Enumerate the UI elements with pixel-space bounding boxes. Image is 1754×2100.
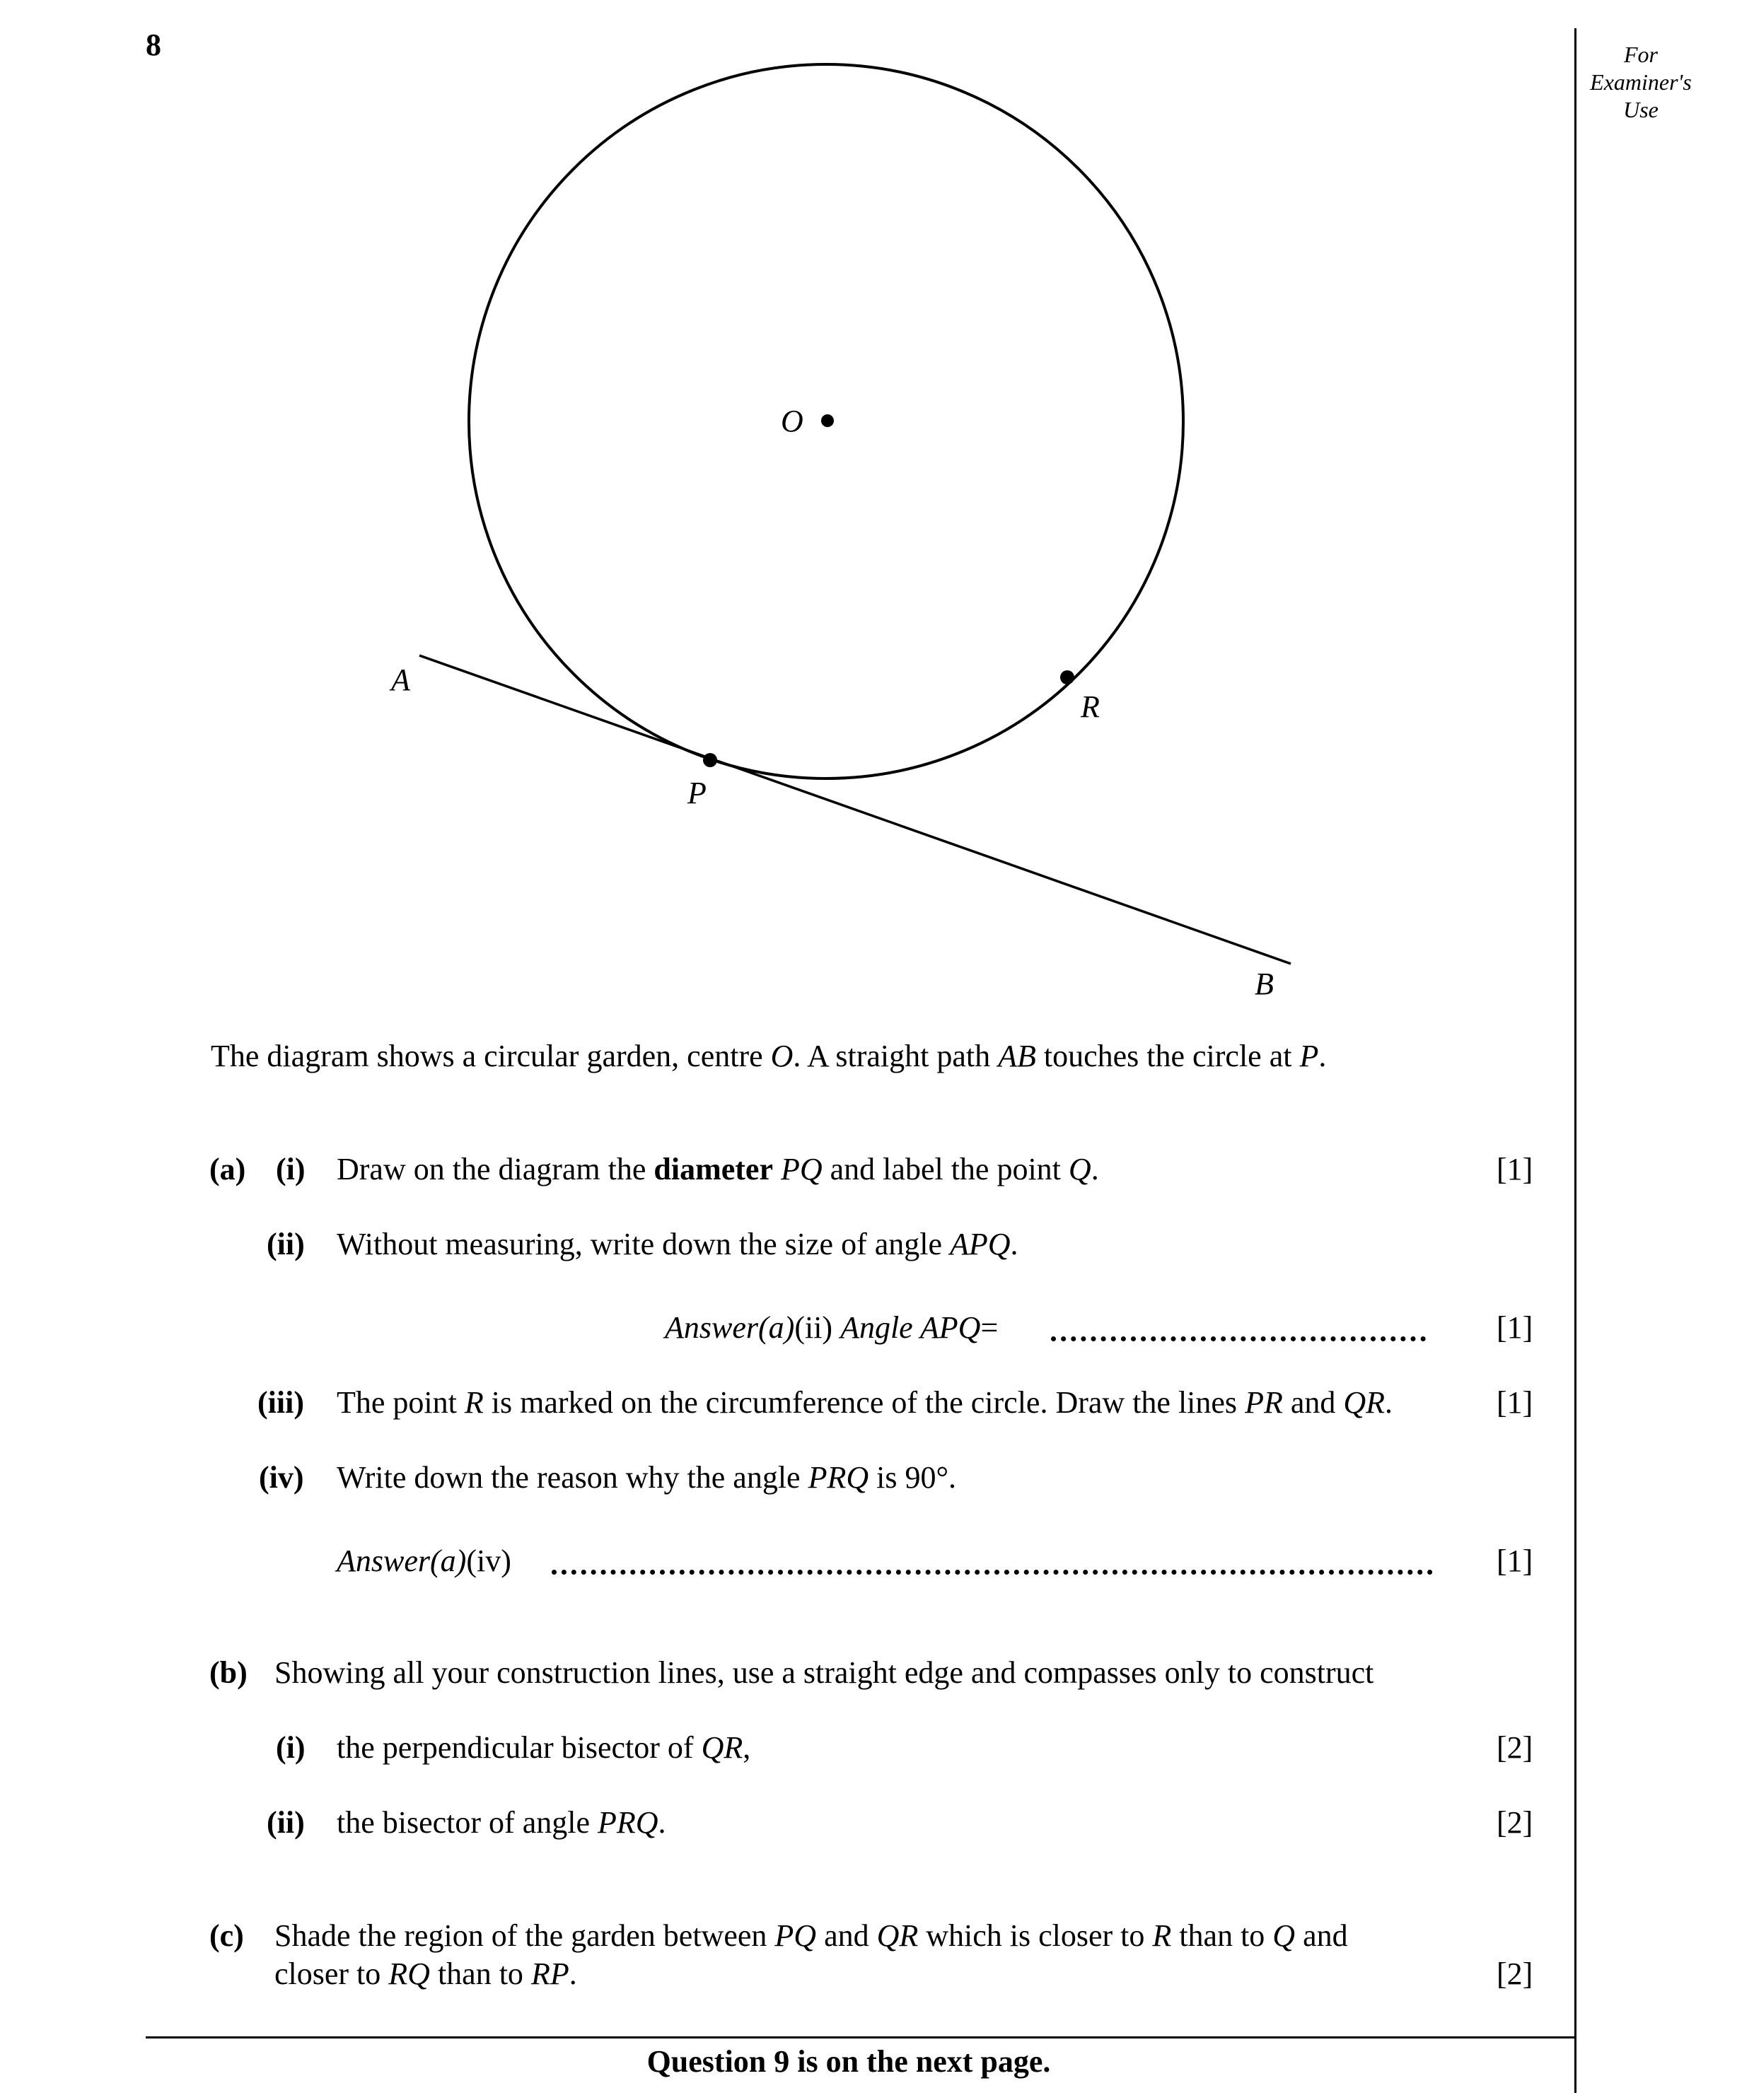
text-run: and [1295,1918,1348,1953]
text-run: P [1299,1039,1319,1073]
part-a-i-marks: [1] [1497,1152,1533,1186]
part-a-i-label: (i) [276,1152,306,1186]
text-run: . [1010,1227,1018,1261]
text-run: . [1385,1385,1393,1420]
text-run: touches the circle at [1035,1039,1300,1073]
part-c-text-line1 [274,1920,1348,1952]
text-run: PQ [774,1918,817,1953]
part-a-ii-marks: [1] [1497,1310,1533,1345]
part-a-iv-label: (iv) [259,1460,304,1495]
examiner-label-line: For [1624,42,1658,67]
tangent-path-ab [419,655,1291,964]
text-run: QR [1343,1385,1386,1420]
text-run [773,1152,781,1186]
label-b: B [1255,967,1274,1001]
text-run: is 90°. [869,1460,957,1495]
text-run: PRQ [808,1460,869,1495]
part-a-iii-label: (iii) [257,1385,304,1420]
part-a-i-text [337,1154,1099,1185]
text-run: , [743,1730,751,1765]
text-run: . A straight path [793,1039,999,1073]
text-run: Draw on the diagram the [337,1152,654,1186]
text-run: the perpendicular bisector of [337,1730,702,1765]
label-a: A [391,663,410,697]
part-b-intro: Showing all your construction lines, use a straight edge and compasses only to construct [274,1655,1374,1690]
answer-a-ii-label [665,1312,998,1343]
text-run: which is closer to [918,1918,1153,1953]
text-run: Q [1068,1152,1091,1186]
text-run: diameter [654,1152,773,1186]
part-b-i-label: (i) [276,1730,306,1765]
text-run: Without measuring, write down the size of angle [337,1227,951,1261]
text-run: The point [337,1385,465,1420]
text-run: Answer(a) [665,1310,795,1345]
part-b-ii-label: (ii) [267,1805,305,1840]
text-run: Answer(a) [337,1544,467,1578]
text-run: PR [1245,1385,1283,1420]
text-run: = [980,1310,999,1345]
part-c-text-line2 [274,1956,577,1991]
text-run: than to [1171,1918,1273,1953]
text-run: AB [998,1039,1036,1073]
text-run: R [464,1385,484,1420]
text-run: . [658,1805,666,1840]
text-run: PRQ [597,1805,658,1840]
text-run: Write down the reason why the angle [337,1460,808,1495]
part-b-ii-text [337,1807,666,1838]
text-run: is marked on the circumference of the circle. Draw the lines [483,1385,1245,1420]
text-run: Angle APQ [840,1310,981,1345]
question-intro [211,1041,1326,1072]
answer-a-ii-line[interactable] [1051,1336,1426,1341]
answer-a-iv-line[interactable] [552,1570,1433,1575]
text-run: QR [876,1918,919,1953]
text-run: . [1318,1039,1327,1073]
part-a-ii-label: (ii) [267,1227,305,1261]
part-a-iii-marks: [1] [1497,1385,1533,1420]
label-p: P [687,776,707,810]
text-run: and [1282,1385,1344,1420]
part-c-marks: [2] [1497,1956,1533,1991]
text-run: O [770,1039,794,1073]
text-run: and [816,1918,877,1953]
examiner-label-line: Examiner's [1590,69,1692,95]
part-a-label: (a) [209,1152,246,1186]
part-a-ii-text [337,1229,1018,1260]
footer-rule [146,2036,1576,2038]
text-run: APQ [950,1227,1011,1261]
part-c-label: (c) [209,1918,244,1953]
answer-a-iv-label [337,1546,511,1577]
text-run: . [569,1956,577,1991]
text-run: and label the point [822,1152,1069,1186]
part-b-ii-marks: [2] [1497,1805,1533,1840]
centre-point-o [821,414,834,427]
footer-next-page-note: Question 9 is on the next page. [646,2044,1051,2079]
text-run: RQ [388,1956,430,1991]
circle-garden-diagram [0,0,1754,1046]
text-run: PQ [781,1152,823,1186]
text-run: (ii) [794,1310,841,1345]
text-run: The diagram shows a circular garden, centre [211,1039,771,1073]
text-run: the bisector of angle [337,1805,598,1840]
text-run: (iv) [466,1544,511,1578]
text-run: than to [429,1956,531,1991]
part-a-iii-text [337,1387,1393,1418]
text-run: . [1091,1152,1099,1186]
part-a-iv-marks: [1] [1497,1544,1533,1578]
point-r [1060,670,1074,684]
text-run: RP [530,1956,569,1991]
label-r: R [1081,689,1100,724]
point-p [703,753,717,767]
examiner-label-line: Use [1623,97,1659,122]
text-run: Shade the region of the garden between [274,1918,775,1953]
text-run: closer to [274,1956,389,1991]
part-b-i-marks: [2] [1497,1730,1533,1765]
part-b-label: (b) [209,1655,248,1690]
text-run: QR [701,1730,743,1765]
label-o: O [781,404,803,438]
text-run: Q [1272,1918,1296,1953]
page-number: 8 [146,28,161,62]
part-a-iv-text [337,1462,956,1493]
text-run: R [1152,1918,1172,1953]
part-b-i-text [337,1732,750,1763]
